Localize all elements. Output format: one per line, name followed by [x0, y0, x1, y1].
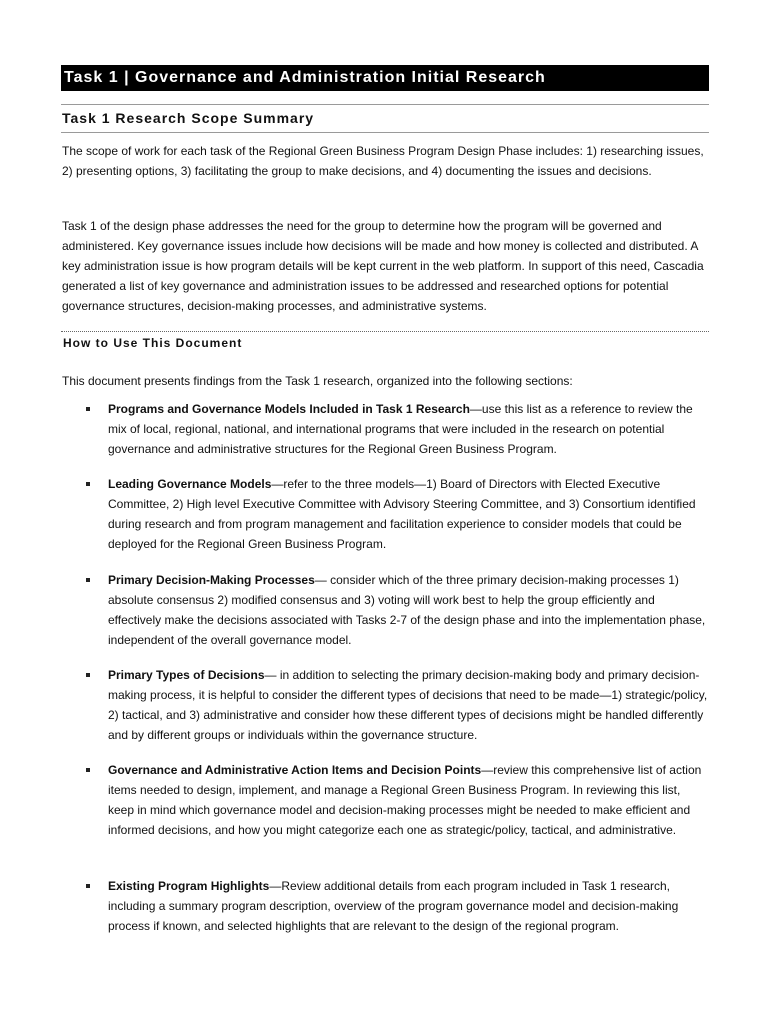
divider: [61, 104, 709, 105]
bullet-icon: [86, 407, 90, 411]
scope-paragraph: The scope of work for each task of the Regional Green Business Program Design Phase includes: 1) researching issues, 2) presenting options, 3) facilitating the group to make decisions, and 4) documenting the issues and decisions.: [62, 144, 704, 178]
document-title: Task 1 | Governance and Administration Initial Research: [61, 65, 709, 91]
item-text: —refer to the three models—1) Board of Directors with Elected Executive Committee, 2) High level Executive Committee with Advisory Steering Committee, and 3) Consortium identified during research and from program management and facilitation experience to consider models that could be deployed for the Regional Green Business Program.: [108, 477, 696, 551]
item-title: Primary Types of Decisions: [108, 668, 265, 682]
bullet-icon: [86, 884, 90, 888]
item-text: — consider which of the three primary decision-making processes 1) absolute consensus 2) modified consensus and 3) voting will work best to help the group efficiently and effectively make the decisions associated with Tasks 2-7 of the design phase and into the implementation phase, independent of the overall governance model.: [108, 573, 706, 647]
item-text: — in addition to selecting the primary decision-making body and primary decision-making process, it is helpful to consider the different types of decisions that need to be made—1) strategic/policy, 2) tactical, and 3) administrative and consider how these different types of decisions might be handled differently and by different groups or individuals within the governance structure.: [108, 668, 708, 742]
intro-paragraph: This document presents findings from the Task 1 research, organized into the following sections:: [62, 374, 573, 388]
divider: [61, 132, 709, 133]
task-paragraph: Task 1 of the design phase addresses the need for the group to determine how the program will be governed and administered. Key governance issues include how decisions will be made and how money is collected and distributed. A key administration issue is how program details will be kept current in the web platform. In support of this need, Cascadia generated a list of key governance and administration issues to be addressed and researched options for potential governance structures, decision-making processes, and administrative systems.: [62, 219, 704, 313]
item-text: —use this list as a reference to review the mix of local, regional, national, and international programs that were included in the research on potential governance and administrative structures for the Regional Green Business Program.: [108, 402, 693, 456]
item-title: Programs and Governance Models Included in Task 1 Research: [108, 402, 470, 416]
item-text: —Review additional details from each program included in Task 1 research, including a summary program description, overview of the program governance model and decision-making process if known, and selected highlights that are relevant to the design of the regional program.: [108, 879, 679, 933]
list-item: [108, 474, 708, 554]
item-text: —review this comprehensive list of action items needed to design, implement, and manage a Regional Green Business Program. In reviewing this list, keep in mind which governance model and decision-making processes might be needed to make efficient and informed decisions, and how you might categorize each one as strategic/policy, tactical, and administrative.: [108, 763, 702, 837]
bullet-icon: [86, 482, 90, 486]
list-item: [108, 876, 708, 936]
bullet-icon: [86, 673, 90, 677]
list-item: [108, 570, 708, 650]
list-item: [108, 760, 708, 840]
item-title: Governance and Administrative Action Items and Decision Points: [108, 763, 482, 777]
subheading: How to Use This Document: [63, 336, 243, 350]
item-title: Existing Program Highlights: [108, 879, 270, 893]
bullet-icon: [86, 578, 90, 582]
dotted-divider: [61, 331, 709, 332]
section-heading: Task 1 Research Scope Summary: [62, 110, 315, 126]
bullet-icon: [86, 768, 90, 772]
list-item: [108, 665, 708, 745]
item-title: Primary Decision-Making Processes: [108, 573, 315, 587]
list-item: [108, 399, 708, 459]
item-title: Leading Governance Models: [108, 477, 272, 491]
